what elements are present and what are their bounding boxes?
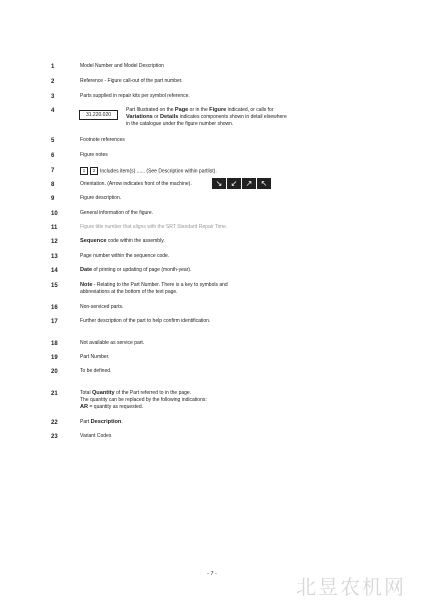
item-text: Footnote references bbox=[80, 137, 125, 143]
item-number: 12 bbox=[51, 239, 58, 245]
item-text: Reference - Figure call-out of the part number. bbox=[80, 78, 183, 84]
item-text-line-3: in the catalogue under the figure number shown. bbox=[126, 121, 234, 127]
item-number: 18 bbox=[51, 341, 58, 347]
item-number: 11 bbox=[51, 225, 58, 231]
item-text: Date of printing or updating of page (month-year). bbox=[80, 267, 192, 273]
orientation-arrow-icon: ↖ bbox=[257, 178, 271, 189]
item-number: 5 bbox=[51, 138, 55, 144]
item-number: 14 bbox=[51, 268, 58, 274]
item-text: Further description of the part to help confirm identification. bbox=[80, 318, 211, 324]
item-number: 21 bbox=[51, 391, 58, 397]
item-number: 13 bbox=[51, 254, 58, 260]
item-text-line-2: The quantity can be replaced by the following indications: bbox=[80, 397, 207, 403]
item-number: 8 bbox=[51, 182, 55, 188]
item-number: 6 bbox=[51, 153, 55, 159]
item-number: 1 bbox=[51, 64, 55, 70]
orientation-arrow-icon: ↘ bbox=[212, 178, 226, 189]
item-text-line-3: AR = quantity as requested. bbox=[80, 404, 143, 410]
item-text: 1 2 Includes item(s) ...... (See Description within partlist). bbox=[80, 167, 217, 175]
item-text: General information of the figure. bbox=[80, 210, 154, 216]
item-number: 10 bbox=[51, 211, 58, 217]
item-number: 3 bbox=[51, 94, 55, 100]
item-text: Parts supplied in repair kits per symbol reference. bbox=[80, 93, 190, 99]
kit-square-1: 1 bbox=[80, 167, 88, 175]
item-text: Orientation. (Arrow indicates front of the machine). bbox=[80, 181, 192, 187]
item-number: 20 bbox=[51, 369, 58, 375]
item-text-line-1: Note - Relating to the Part Number. There is a key to symbols and bbox=[80, 282, 228, 288]
item-text: Part Number. bbox=[80, 354, 110, 360]
item-number: 16 bbox=[51, 305, 58, 311]
item-text: Figure description. bbox=[80, 195, 122, 201]
item-text: Variant Codes bbox=[80, 433, 112, 439]
orientation-arrow-icon: ↗ bbox=[242, 178, 256, 189]
item-text: Page number within the sequence code. bbox=[80, 253, 170, 259]
item-text: To be defined. bbox=[80, 368, 112, 374]
orientation-arrow-icon: ↙ bbox=[227, 178, 241, 189]
item-number: 23 bbox=[51, 434, 58, 440]
item-text: Model Number and Model Description bbox=[80, 63, 164, 69]
item-text: Non-serviced parts. bbox=[80, 304, 124, 310]
item-text-line-1: Part Illustrated on the Page or in the Figure indicated, or calls for bbox=[126, 107, 274, 113]
item-text-line-2: abbreviations at the bottom of the text page. bbox=[80, 289, 178, 295]
item-text: Sequence code within the assembly. bbox=[80, 238, 165, 244]
item-number: 15 bbox=[51, 283, 58, 289]
item-text-line-2: Variations or Details indicates components shown in detail elsewhere bbox=[126, 114, 287, 120]
item-text: Figure notes bbox=[80, 152, 108, 158]
orientation-icons bbox=[212, 178, 271, 189]
item-text: Figure title number that aligns with the SRT Standard Repair Time. bbox=[80, 224, 228, 230]
item-number: 7 bbox=[51, 168, 55, 174]
item-number: 4 bbox=[51, 108, 55, 114]
item-text: Part Description. bbox=[80, 419, 123, 425]
item-text: Not available as service part. bbox=[80, 340, 145, 346]
kit-square-2: 2 bbox=[90, 167, 98, 175]
item-number: 2 bbox=[51, 79, 55, 85]
item-number: 19 bbox=[51, 355, 58, 361]
part-reference-box: 31.220.020 bbox=[79, 110, 118, 120]
watermark: 北昱农机网 bbox=[296, 575, 406, 599]
item-text-line-1: Total Quantity of the Part referred to in the page. bbox=[80, 390, 192, 396]
item-number: 17 bbox=[51, 319, 58, 325]
item-number: 22 bbox=[51, 420, 58, 426]
page-number: - 7 - bbox=[207, 571, 217, 577]
item-number: 9 bbox=[51, 196, 55, 202]
